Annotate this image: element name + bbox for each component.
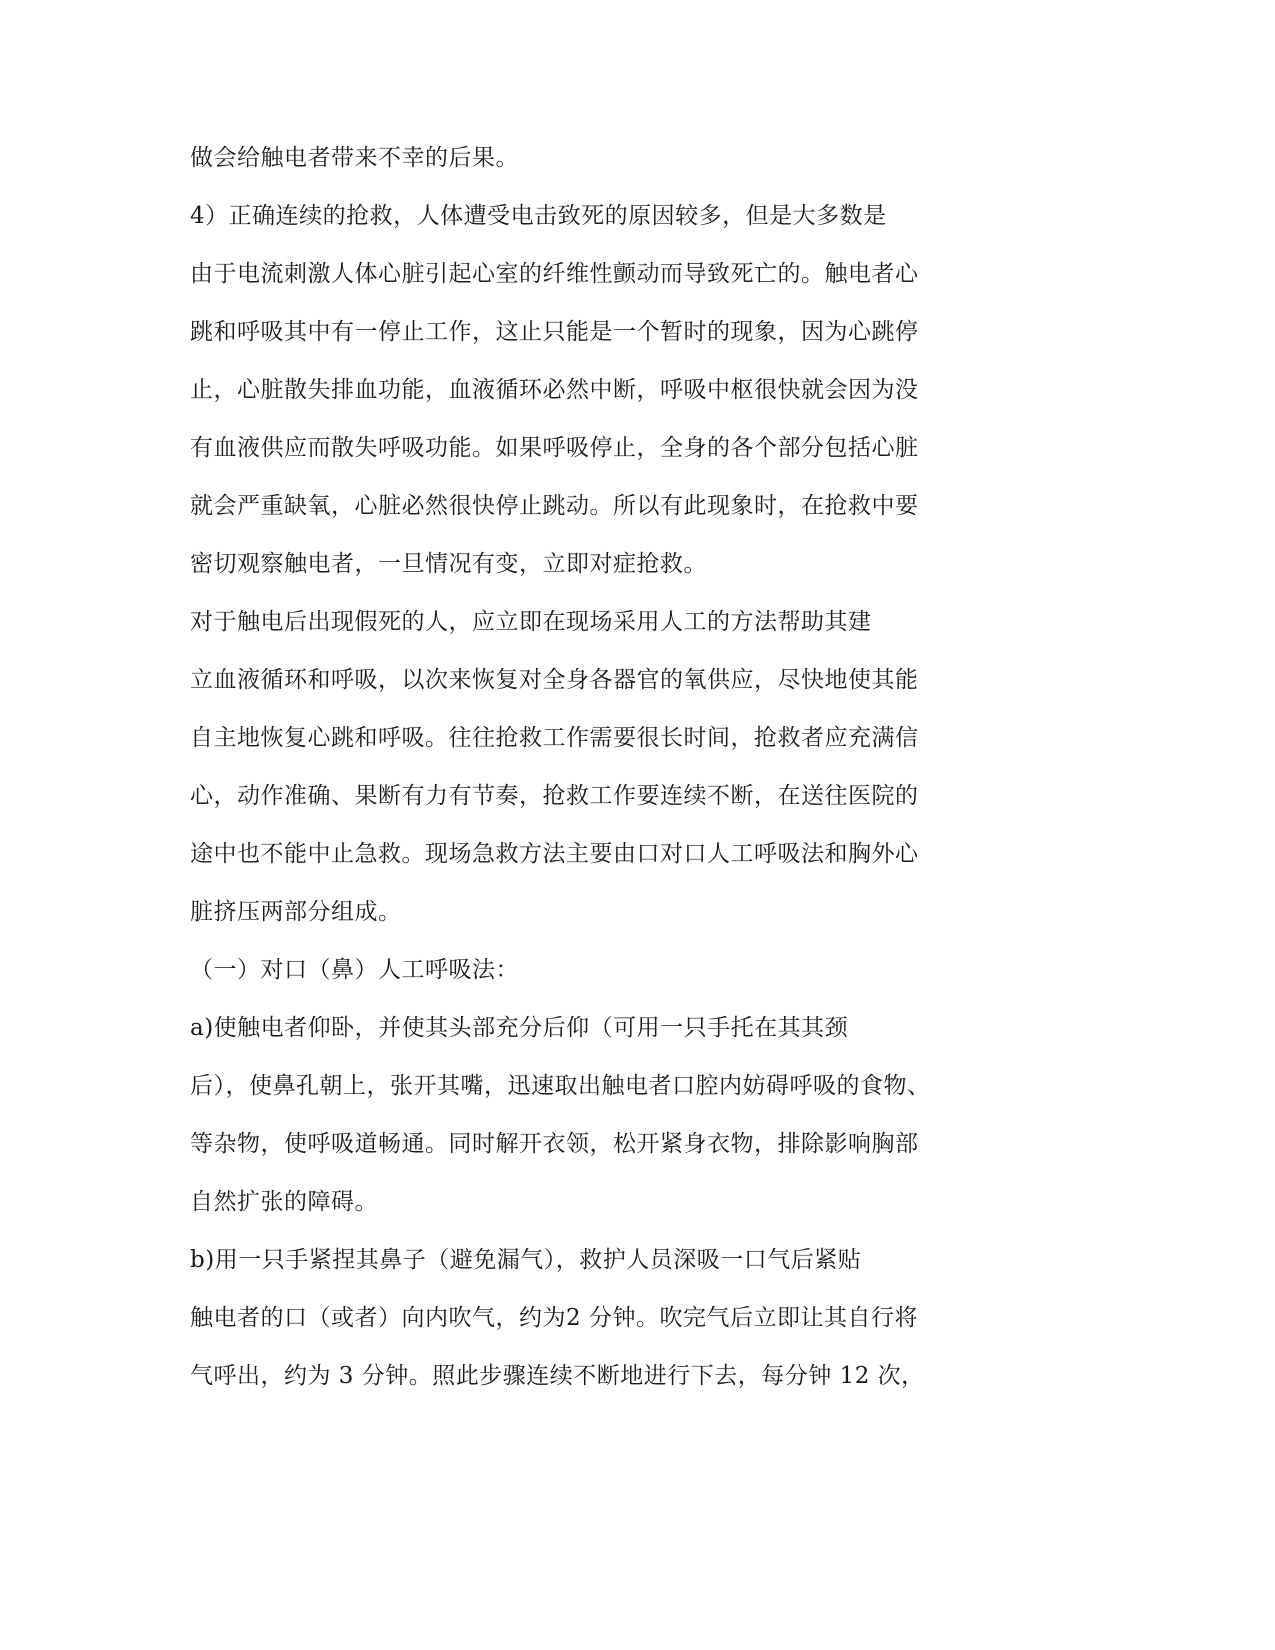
text-line: 心，动作准确、果断有力有节奏，抢救工作要连续不断，在送往医院的 [190,783,919,809]
text-line: 自然扩张的障碍。 [190,1189,378,1215]
text-line: 就会严重缺氧，心脏必然很快停止跳动。所以有此现象时，在抢救中要 [190,493,919,519]
text-line: 4）正确连续的抢救，人体遭受电击致死的原因较多，但是大多数是 [190,203,887,229]
text-line: 脏挤压两部分组成。 [190,899,402,925]
text-line: 途中也不能中止急救。现场急救方法主要由口对口人工呼吸法和胸外心 [190,841,919,867]
text-line: 跳和呼吸其中有一停止工作，这止只能是一个暂时的现象，因为心跳停 [190,319,919,345]
text-line: 立血液循环和呼吸，以次来恢复对全身各器官的氧供应，尽快地使其能 [190,667,919,693]
text-line: 密切观察触电者，一旦情况有变，立即对症抢救。 [190,551,707,577]
section-heading: （一）对口（鼻）人工呼吸法： [190,957,519,983]
text-line: 后），使鼻孔朝上，张开其嘴，迅速取出触电者口腔内妨碍呼吸的食物、 [190,1073,931,1099]
text-line: 有血液供应而散失呼吸功能。如果呼吸停止，全身的各个部分包括心脏 [190,435,919,461]
text-line: 气呼出，约为 3 分钟。照此步骤连续不断地进行下去，每分钟 12 次， [190,1363,925,1389]
text-line: b)用一只手紧捏其鼻子（避免漏气），救护人员深吸一口气后紧贴 [190,1247,862,1273]
text-line: a)使触电者仰卧，并使其头部充分后仰（可用一只手托在其其颈 [190,1015,849,1041]
text-line: 等杂物，使呼吸道畅通。同时解开衣领，松开紧身衣物，排除影响胸部 [190,1131,919,1157]
text-line: 触电者的口（或者）向内吹气，约为2 分钟。吹完气后立即让其自行将 [190,1305,918,1331]
text-line: 对于触电后出现假死的人，应立即在现场采用人工的方法帮助其建 [190,609,872,635]
text-line: 自主地恢复心跳和呼吸。往往抢救工作需要很长时间，抢救者应充满信 [190,725,919,751]
text-line: 做会给触电者带来不幸的后果。 [190,145,519,171]
text-line: 由于电流刺激人体心脏引起心室的纤维性颤动而导致死亡的。触电者心 [190,261,919,287]
text-line: 止，心脏散失排血功能，血液循环必然中断，呼吸中枢很快就会因为没 [190,377,919,403]
